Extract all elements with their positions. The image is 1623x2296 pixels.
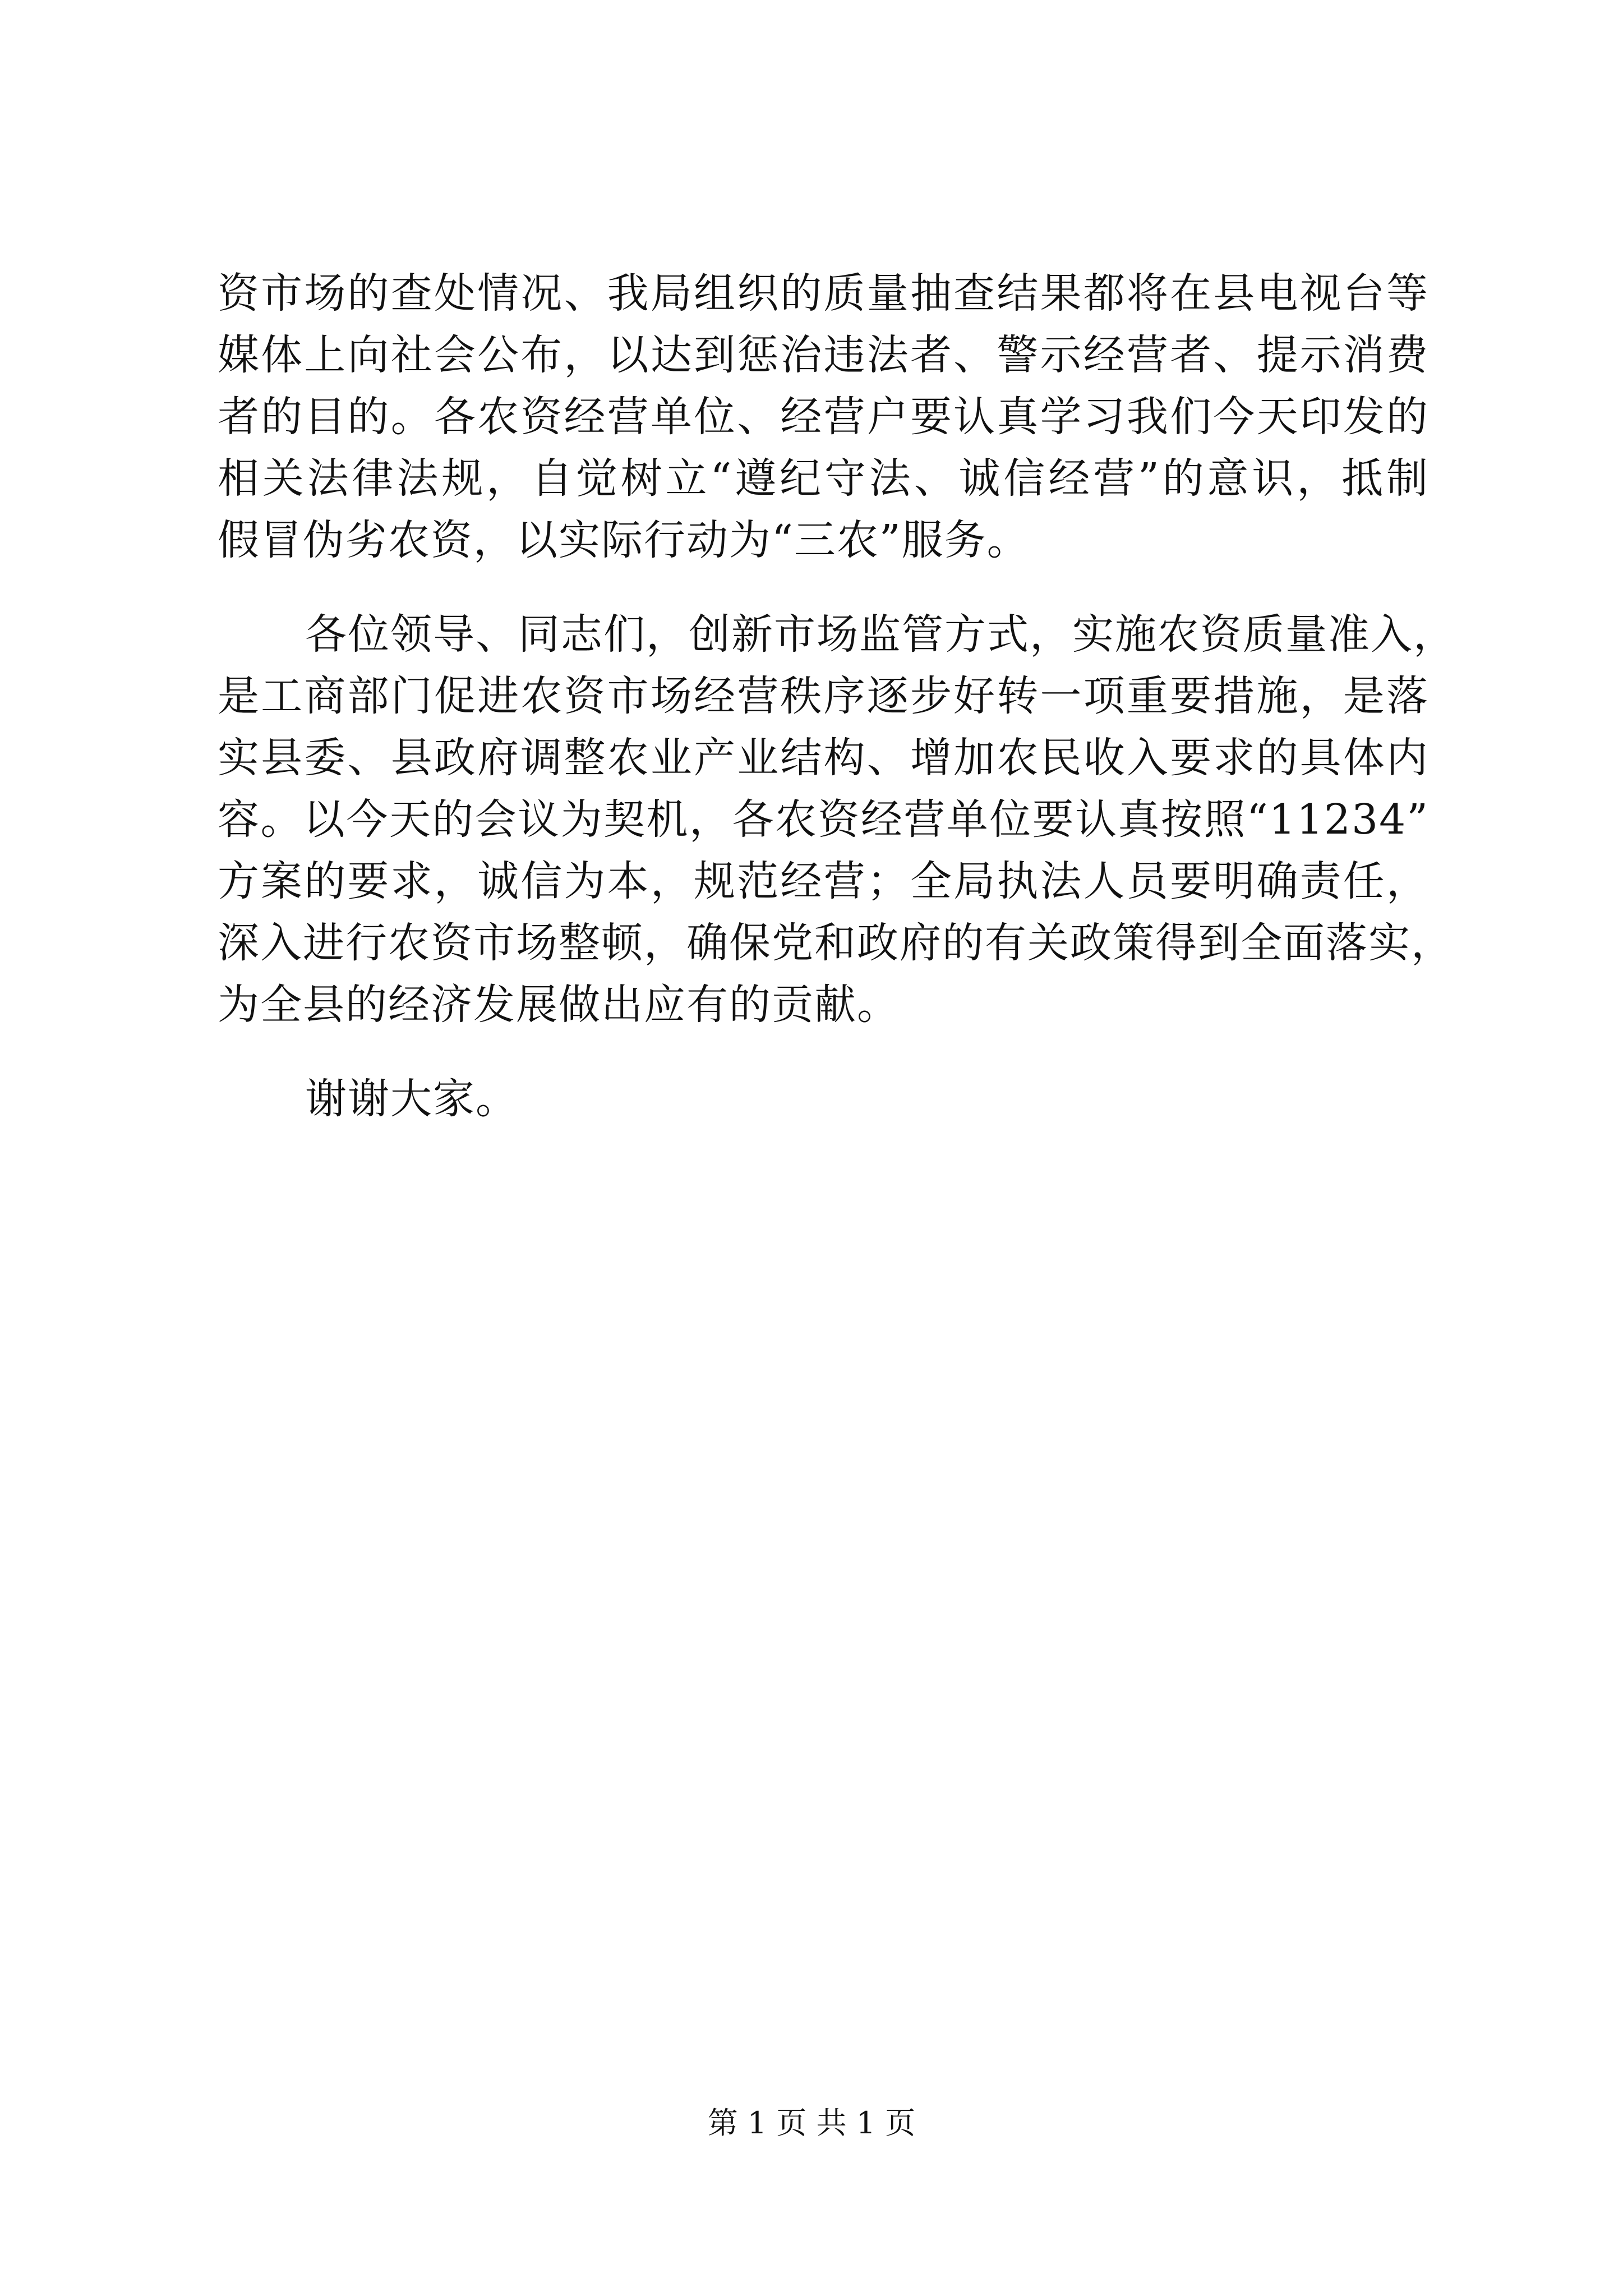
text-line: 资市场的查处情况、我局组织的质量抽查结果都将在县电视台等 [218, 269, 1429, 318]
paragraph-1 [218, 263, 1429, 571]
paragraph-2 [218, 604, 1456, 1036]
text-line: 方案的要求，诚信为本，规范经营；全局执法人员要明确责任， [218, 857, 1429, 905]
document-body [218, 263, 1456, 1130]
text-line: 媒体上向社会公布，以达到惩治违法者、警示经营者、提示消费 [218, 331, 1429, 379]
paragraph-gap [218, 1036, 1429, 1068]
text-line: 相关法律法规，自觉树立“遵纪守法、诚信经营”的意识，抵制 [218, 454, 1429, 503]
paragraph-gap [218, 571, 1429, 604]
text-line: 是工商部门促进农资市场经营秩序逐步好转一项重要措施，是落 [218, 672, 1429, 720]
text-line: 者的目的。各农资经营单位、经营户要认真学习我们今天印发的 [218, 393, 1429, 441]
text-line: 容。以今天的会议为契机，各农资经营单位要认真按照“11234” [218, 795, 1429, 844]
text-line: 假冒伪劣农资，以实际行动为“三农”服务。 [218, 516, 1030, 564]
text-line: 为全县的经济发展做出应有的贡献。 [218, 981, 900, 1029]
text-line: 谢谢大家。 [305, 1075, 518, 1123]
text-line: 实县委、县政府调整农业产业结构、增加农民收入要求的具体内 [218, 734, 1429, 782]
text-line: 各位领导、同志们，创新市场监管方式，实施农资质量准入， [305, 610, 1456, 659]
page-number-footer: 第 1 页 共 1 页 [707, 2105, 916, 2141]
paragraph-3 [218, 1068, 1429, 1130]
text-line: 深入进行农资市场整顿，确保党和政府的有关政策得到全面落实， [218, 919, 1454, 967]
